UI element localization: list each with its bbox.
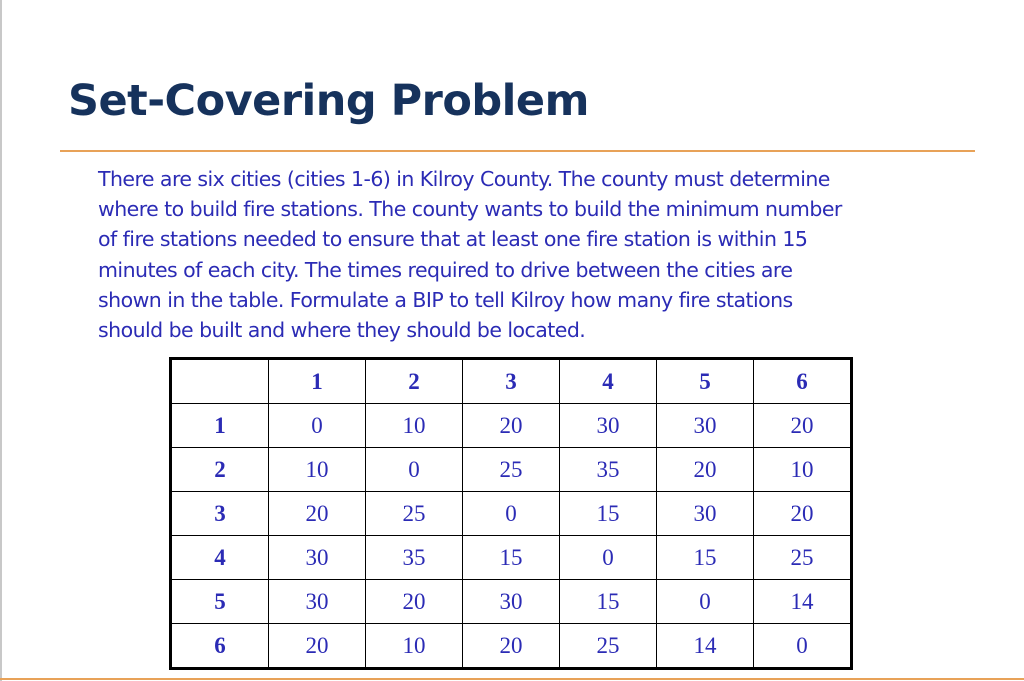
table-cell: 15 [560, 580, 657, 624]
table-cell: 20 [657, 448, 754, 492]
problem-line: where to build fire stations. The county wants to build the minimum number [98, 197, 842, 222]
table-cell: 10 [754, 448, 852, 492]
table-cell: 25 [463, 448, 560, 492]
table-cell: 20 [269, 624, 366, 669]
row-header-city-3: 3 [171, 492, 269, 536]
table-cell: 30 [657, 492, 754, 536]
row-header-city-5: 5 [171, 580, 269, 624]
table-cell: 20 [754, 492, 852, 536]
table-cell: 14 [754, 580, 852, 624]
table-cell: 20 [366, 580, 463, 624]
column-header-city-6: 6 [754, 359, 852, 404]
row-header-city-6: 6 [171, 624, 269, 669]
table-cell: 0 [754, 624, 852, 669]
table-cell: 30 [463, 580, 560, 624]
table-cell: 35 [560, 448, 657, 492]
table-cell: 25 [366, 492, 463, 536]
problem-line: minutes of each city. The times required to drive between the cities are [98, 257, 793, 282]
table-cell: 14 [657, 624, 754, 669]
column-header-city-2: 2 [366, 359, 463, 404]
problem-line: should be built and where they should be located. [98, 318, 586, 343]
table-cell: 20 [463, 404, 560, 448]
table-cell: 30 [269, 580, 366, 624]
table-row [171, 624, 852, 669]
column-header-city-1: 1 [269, 359, 366, 404]
problem-statement [98, 164, 978, 345]
table-cell: 25 [754, 536, 852, 580]
table-row [171, 580, 852, 624]
column-header-city-4: 4 [560, 359, 657, 404]
table-cell: 20 [463, 624, 560, 669]
bottom-divider [0, 678, 1024, 680]
title-divider [60, 150, 975, 152]
slide-left-border [0, 0, 2, 681]
table-cell: 10 [269, 448, 366, 492]
table-row [171, 536, 852, 580]
table-cell: 10 [366, 404, 463, 448]
problem-line: of fire stations needed to ensure that at least one fire station is within 15 [98, 227, 808, 252]
table-cell: 0 [269, 404, 366, 448]
table-corner-cell [171, 359, 269, 404]
table-row [171, 492, 852, 536]
table-cell: 0 [560, 536, 657, 580]
table-cell: 0 [463, 492, 560, 536]
table-cell: 30 [269, 536, 366, 580]
table-header-row [171, 359, 852, 404]
row-header-city-2: 2 [171, 448, 269, 492]
row-header-city-1: 1 [171, 404, 269, 448]
table-cell: 35 [366, 536, 463, 580]
table-cell: 30 [560, 404, 657, 448]
table-cell: 15 [657, 536, 754, 580]
problem-line: There are six cities (cities 1-6) in Kilroy County. The county must determine [98, 167, 830, 191]
column-header-city-5: 5 [657, 359, 754, 404]
table-row [171, 404, 852, 448]
problem-line: shown in the table. Formulate a BIP to tell Kilroy how many fire stations [98, 287, 793, 312]
row-header-city-4: 4 [171, 536, 269, 580]
table-cell: 25 [560, 624, 657, 669]
slide-title: Set-Covering Problem [68, 76, 589, 126]
table-cell: 20 [754, 404, 852, 448]
table-cell: 30 [657, 404, 754, 448]
column-header-city-3: 3 [463, 359, 560, 404]
table-cell: 15 [463, 536, 560, 580]
table-cell: 0 [366, 448, 463, 492]
table-cell: 20 [269, 492, 366, 536]
table-row [171, 448, 852, 492]
table-cell: 10 [366, 624, 463, 669]
table-cell: 15 [560, 492, 657, 536]
table-cell: 0 [657, 580, 754, 624]
drive-times-table [169, 357, 853, 670]
